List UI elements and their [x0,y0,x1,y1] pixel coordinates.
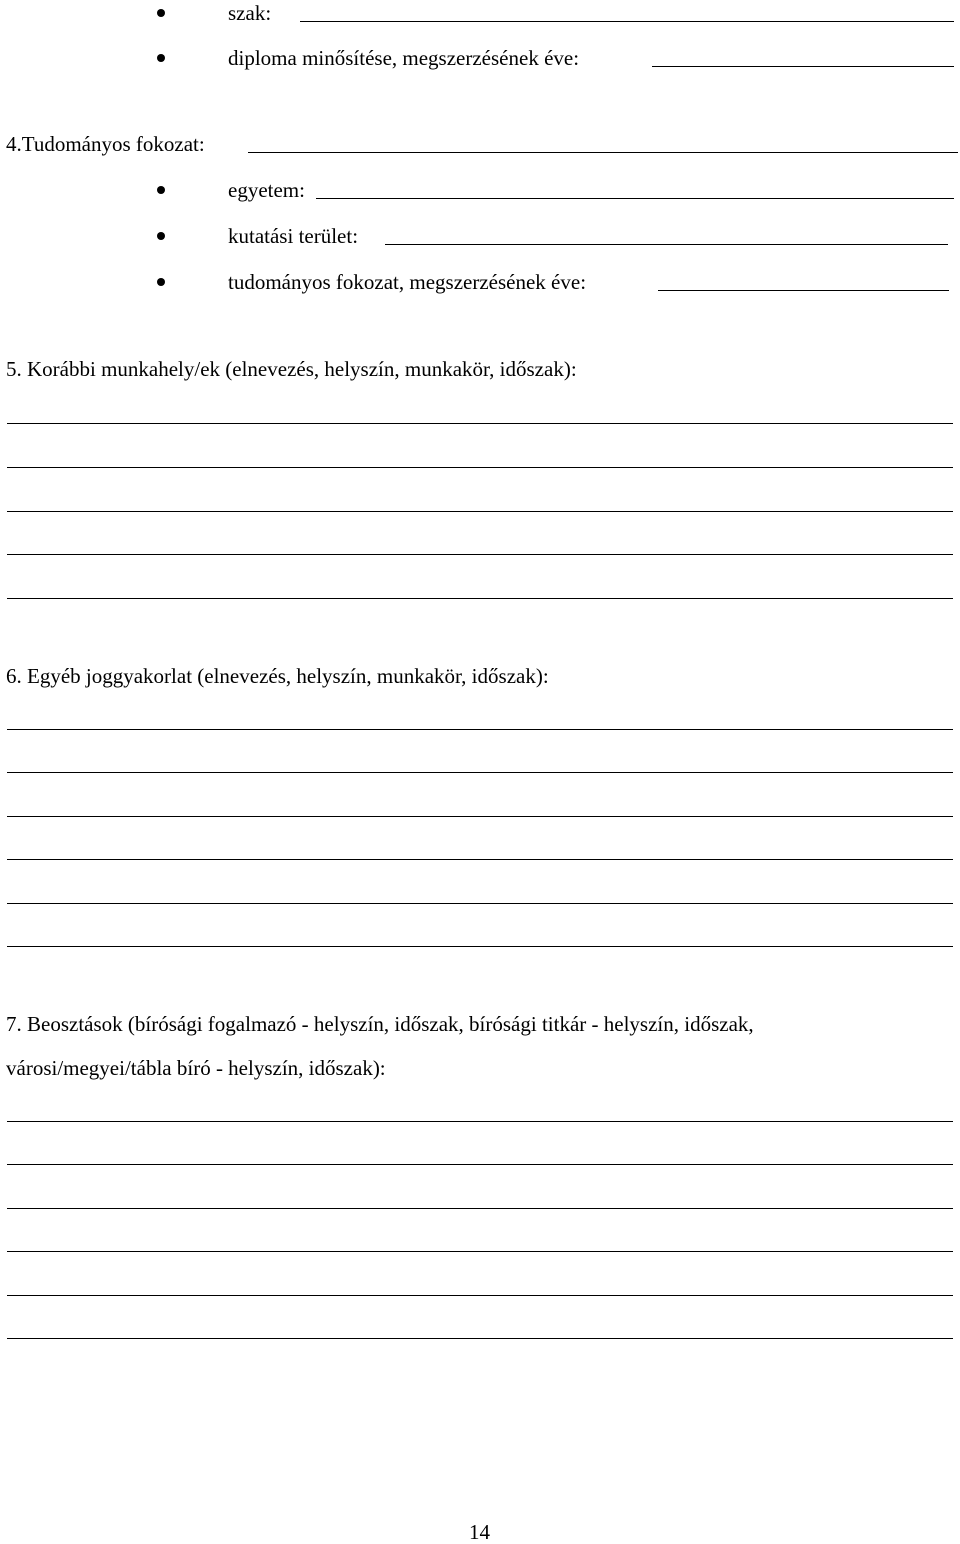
section6-heading: 6. Egyéb joggyakorlat (elnevezés, helyszín, munkakör, időszak): [6,664,549,688]
page-number: 14 [469,1520,490,1544]
diploma-label: diploma minősítése, megszerzésének éve: [228,46,580,70]
tudomanyos-fokozat-field[interactable] [248,152,958,153]
section5-heading: 5. Korábbi munkahely/ek (elnevezés, helyszín, munkakör, időszak): [6,357,577,381]
egyetem-field[interactable] [316,198,954,199]
bullet-icon [157,9,165,17]
section6-field-line[interactable] [7,903,953,904]
section7-field-line[interactable] [7,1295,953,1296]
section5-field-line[interactable] [7,598,953,599]
section6-field-line[interactable] [7,859,953,860]
section7-field-line[interactable] [7,1164,953,1165]
szak-label: szak: [228,1,272,25]
diploma-field[interactable] [652,66,954,67]
bullet-icon [157,186,165,194]
section4-heading: 4.Tudományos fokozat: [6,132,205,156]
section7-field-line[interactable] [7,1338,953,1339]
section6-field-line[interactable] [7,772,953,773]
section7-field-line[interactable] [7,1251,953,1252]
kutatasi-terulet-label: kutatási terület: [228,224,359,248]
section6-field-line[interactable] [7,816,953,817]
section7-field-line[interactable] [7,1208,953,1209]
section5-field-line[interactable] [7,511,953,512]
section6-field-line[interactable] [7,946,953,947]
section5-field-line[interactable] [7,467,953,468]
szak-field[interactable] [300,21,954,22]
bullet-icon [157,278,165,286]
fokozat-eve-label: tudományos fokozat, megszerzésének éve: [228,270,587,294]
bullet-icon [157,54,165,62]
fokozat-eve-field[interactable] [658,290,949,291]
section7-heading: 7. Beosztások (bírósági fogalmazó - helyszín, időszak, bírósági titkár - helyszín, időszak, [6,1012,754,1036]
egyetem-label: egyetem: [228,178,305,202]
kutatasi-terulet-field[interactable] [385,244,948,245]
section7-field-line[interactable] [7,1121,953,1122]
section5-field-line[interactable] [7,423,953,424]
section6-field-line[interactable] [7,729,953,730]
section5-field-line[interactable] [7,554,953,555]
bullet-icon [157,232,165,240]
section7-heading-continued: városi/megyei/tábla bíró - helyszín, időszak): [6,1056,386,1080]
